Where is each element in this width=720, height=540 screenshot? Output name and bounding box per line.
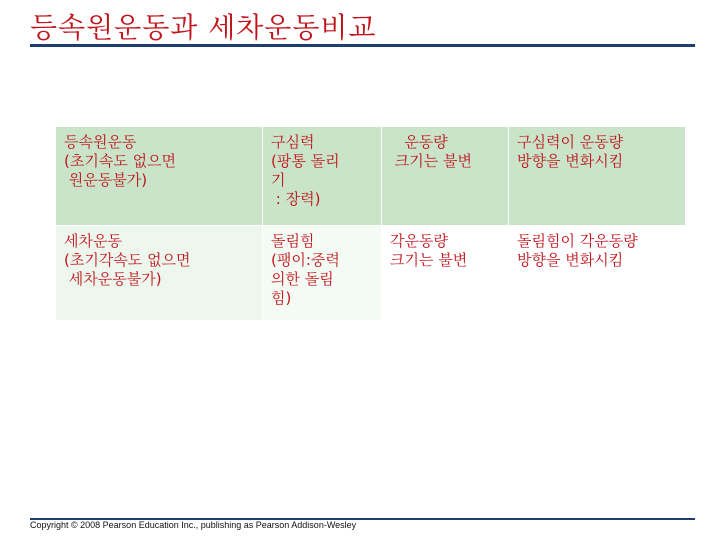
table-cell: 구심력 (팡통 돌리 기 : 장력): [263, 127, 382, 226]
table-cell: 돌림힘 (팽이:중력 의한 돌림 힘): [263, 226, 382, 321]
slide-title: 등속원운동과 세차운동비교: [30, 11, 377, 44]
table-cell: 세차운동 (초기각속도 없으면 세차운동불가): [56, 226, 263, 321]
table-cell: 돌림힘이 각운동량 방향을 변화시킴: [509, 226, 686, 321]
table-cell: 운동량 크기는 불변: [382, 127, 509, 226]
table-row: [56, 226, 686, 321]
table-cell: 각운동량 크기는 불변: [382, 226, 509, 321]
copyright-notice: Copyright © 2008 Pearson Education Inc., publishing as Pearson Addison-Wesley: [30, 520, 357, 530]
title-underline: [30, 44, 695, 47]
table-row: [56, 127, 686, 226]
table-cell: 구심력이 운동량 방향을 변화시킴: [509, 127, 686, 226]
table-cell: 등속원운동 (초기속도 없으면 원운동불가): [56, 127, 263, 226]
comparison-table: [55, 126, 686, 321]
